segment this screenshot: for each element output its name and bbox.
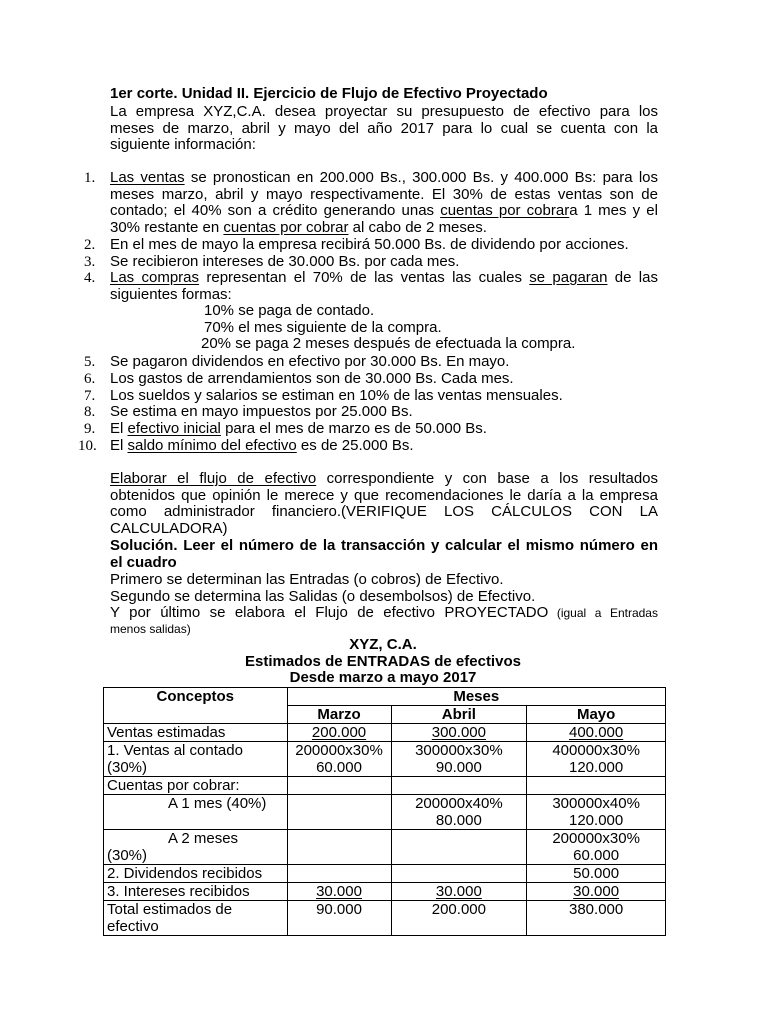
solution-heading: Solución. Leer el número de la transacción y calcular el mismo número en el cuadro (110, 537, 658, 571)
item-number: 5. (84, 354, 96, 370)
table-header-row (104, 688, 666, 706)
header-mayo: Mayo (527, 706, 666, 724)
header-marzo: Marzo (287, 706, 391, 724)
total-cell: 380.000 (527, 901, 666, 936)
value-cell: 400.000 (569, 724, 624, 741)
concept-cell: Total estimados de efectivo (104, 901, 288, 936)
item-number: 6. (84, 371, 96, 387)
table-total-row (104, 901, 666, 936)
list-item-5: Se pagaron dividendos en efectivo por 30.000 Bs. En mayo. (110, 353, 510, 370)
intro-line: meses de marzo, abril y mayo del año 2017 para lo cual se cuenta con la (110, 119, 658, 137)
concept-cell: Ventas estimadas (104, 724, 288, 742)
item-number: 4. (84, 270, 96, 286)
list-item-10: El saldo mínimo del efectivo es de 25.000 Bs. (110, 437, 414, 454)
concept-cell: 1. Ventas al contado (30%) (104, 742, 288, 777)
item-number: 3. (84, 254, 96, 270)
value-cell: 200000x40% 80.000 (391, 795, 527, 830)
table-row (104, 883, 666, 901)
intro-paragraph (110, 104, 658, 154)
list-item-4: Las compras representan el 70% de las ventas las cuales se pagaran de las siguientes formas: 10% se paga de contado. 70% el mes siguiente de la compra. 20% se paga 2 meses después de efectuada la compra. (110, 269, 658, 353)
item-number: 7. (84, 388, 96, 404)
value-cell: 300.000 (431, 724, 486, 741)
item-number: 8. (84, 404, 96, 420)
table-row (104, 777, 666, 795)
concept-cell: A 2 meses (30%) (104, 830, 288, 865)
list-item-2: En el mes de mayo la empresa recibirá 50.000 Bs. de dividendo por acciones. (110, 236, 629, 253)
task-paragraph: Elaborar el flujo de efectivo correspondiente y con base a los resultados obtenidos que opinión le merece y que recomendaciones le daría a la empresa como administrador financiero.(VERIFIQUE LOS CÁLCULOS CON LA CALCULADORA) (110, 470, 658, 537)
value-cell: 200.000 (311, 724, 367, 741)
header-abril: Abril (391, 706, 527, 724)
solution-steps: Primero se determinan las Entradas (o cobros) de Efectivo. Segundo se determina las Salidas (o desembolsos) de Efectivo. Y por último se elabora el Flujo de efectivo PROYECTADO (igual a Entradas menos salidas) (110, 571, 658, 636)
value-cell: 30.000 (573, 883, 620, 900)
intro-line: siguiente información: (110, 136, 256, 154)
item-number: 9. (84, 421, 96, 437)
header-months: Meses (287, 688, 665, 706)
table-row (104, 724, 666, 742)
value-cell: 200000x30% 60.000 (287, 742, 391, 777)
list-item-3: Se recibieron intereses de 30.000 Bs. por cada mes. (110, 253, 460, 270)
value-cell: 400000x30% 120.000 (527, 742, 666, 777)
header-concepts: Conceptos (104, 688, 288, 724)
cash-inflows-table (103, 687, 666, 936)
table-row (104, 865, 666, 883)
value-cell: 50.000 (527, 865, 666, 883)
intro-line: La empresa XYZ,C.A. desea proyectar su presupuesto de efectivo para los (110, 103, 658, 120)
sub-item: 10% se paga de contado. (204, 302, 375, 320)
value-cell: 30.000 (435, 883, 482, 900)
table-company: XYZ, C.A. (349, 636, 417, 653)
item-number: 1. (84, 170, 96, 186)
total-cell: 90.000 (287, 901, 391, 936)
value-cell: 200000x30% 60.000 (527, 830, 666, 865)
list-item-6: Los gastos de arrendamientos son de 30.000 Bs. Cada mes. (110, 370, 514, 387)
list-item-1: Las ventas se pronostican en 200.000 Bs., 300.000 Bs. y 400.000 Bs: para los meses marzo, abril y mayo respectivamente. El 30% de estas ventas son de contado; el 40% son a crédito generando unas cuentas por cobrara 1 mes y el 30% restante en cuentas por cobrar al cabo de 2 meses. (110, 169, 658, 236)
table-period: Desde marzo a mayo 2017 (289, 669, 477, 686)
concept-cell: Cuentas por cobrar: (104, 777, 288, 795)
concept-cell: 2. Dividendos recibidos (104, 865, 288, 883)
value-cell: 300000x30% 90.000 (391, 742, 527, 777)
concept-cell: A 1 mes (40%) (104, 795, 288, 830)
item-number: 2. (84, 237, 96, 253)
value-cell: 300000x40% 120.000 (527, 795, 666, 830)
table-row (104, 795, 666, 830)
table-row (104, 830, 666, 865)
concept-cell: 3. Intereses recibidos (104, 883, 288, 901)
item-number: 10. (78, 438, 97, 454)
list-item-8: Se estima en mayo impuestos por 25.000 Bs. (110, 403, 413, 420)
list-item-9: El efectivo inicial para el mes de marzo es de 50.000 Bs. (110, 420, 487, 437)
document-title: 1er corte. Unidad II. Ejercicio de Flujo de Efectivo Proyectado (110, 85, 548, 102)
list-item-7: Los sueldos y salarios se estiman en 10% de las ventas mensuales. (110, 387, 563, 404)
table-subtitle: Estimados de ENTRADAS de efectivos (245, 653, 521, 670)
sub-item: 20% se paga 2 meses después de efectuada la compra. (201, 335, 576, 353)
total-cell: 200.000 (391, 901, 527, 936)
table-row (104, 742, 666, 777)
value-cell: 30.000 (316, 883, 362, 900)
sub-item: 70% el mes siguiente de la compra. (204, 318, 442, 336)
